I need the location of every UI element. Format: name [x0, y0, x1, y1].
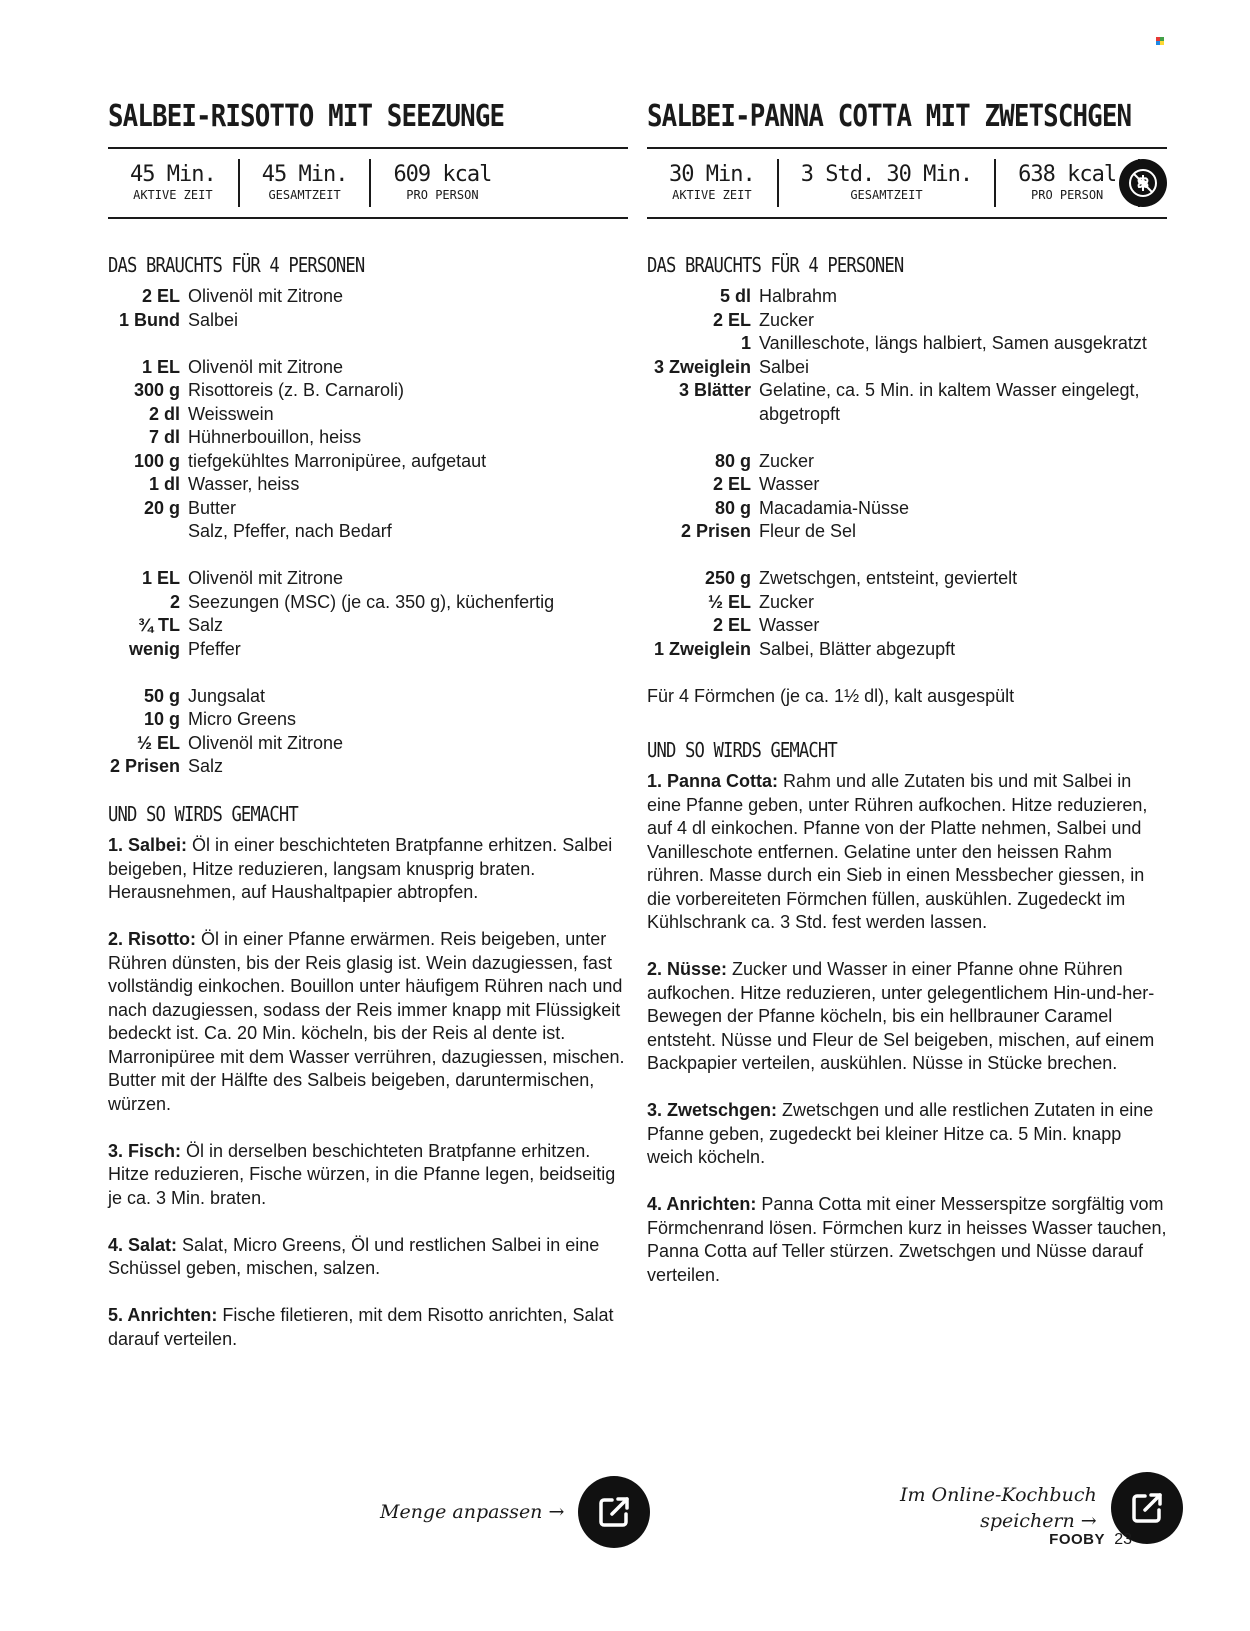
ingredient-group — [108, 567, 628, 661]
ingredient-name: Hühnerbouillon, heiss — [188, 427, 362, 447]
ingredient-name: Salbei — [759, 356, 810, 377]
method-step — [108, 928, 628, 1116]
ingredient-amount: 1 EL — [141, 356, 180, 377]
ingredient-row — [108, 591, 628, 615]
ingredient-group — [108, 356, 628, 544]
meta-active-time: 45 Min. AKTIVE ZEIT — [108, 159, 240, 207]
adjust-quantity-cta[interactable] — [380, 1476, 650, 1548]
step-text: Öl in einer Pfanne erwärmen. Reis beigeben, unter Rühren dünsten, bis der Reis glasig ist. Wein dazugiessen, fast vollständig einkochen. Bouillon unter häufigem Rühren nach und nach dazugiessen, sodass der Reis immer knapp mit Flüssigkeit bedeckt ist. Ca. 20 Min. köcheln, bis der Reis al dente ist. Marronipüree mit dem Wasser verrühren, dazugiessen, mischen. Butter mit der Hälfte des Salbeis beigeben, daruntermischen, würzen. — [108, 929, 625, 1114]
ingredient-name: Vanilleschote, längs halbiert, Samen ausgekratzt — [759, 333, 1147, 353]
ingredient-amount: 300 g — [133, 380, 180, 400]
ingredient-amount: 2 Prisen — [680, 521, 751, 541]
ingredient-group — [647, 567, 1167, 661]
ingredient-amount: 2 EL — [141, 286, 180, 306]
ingredient-name: Olivenöl mit Zitrone — [188, 286, 344, 306]
recipe-title: SALBEI-PANNA COTTA MIT ZWETSCHGEN — [647, 99, 1132, 134]
ingredient-name: Salz, Pfeffer, nach Bedarf — [188, 521, 392, 541]
ingredient-name: Jungsalat — [188, 685, 266, 706]
method-step — [108, 1304, 628, 1351]
step-label: 5. Anrichten: — [108, 1305, 218, 1325]
step-label: 2. Risotto: — [108, 929, 196, 949]
meta-total-time: 45 Min. GESAMTZEIT — [240, 159, 372, 207]
ingredient-row — [108, 309, 628, 333]
ingredient-amount: 2 — [169, 591, 180, 612]
ingredient-row — [647, 332, 1167, 356]
ingredient-row — [647, 356, 1167, 380]
step-label: 2. Nüsse: — [647, 959, 728, 979]
meta-kcal: 638 kcal PRO PERSON — [996, 159, 1140, 207]
ingredient-amount: 2 dl — [148, 403, 180, 424]
ingredient-amount: 3 Zweiglein — [653, 356, 751, 377]
ingredient-row — [108, 403, 628, 427]
ingredient-list — [108, 285, 628, 779]
ingredient-name: Fleur de Sel — [759, 521, 857, 541]
step-text: Zwetschgen und alle restlichen Zutaten in eine Pfanne geben, zugedeckt bei kleiner Hitze ca. 5 Min. knapp weich köcheln. — [647, 1100, 1154, 1167]
ingredient-row — [647, 379, 1167, 426]
ingredient-name: Salbei — [188, 309, 239, 330]
ingredient-row — [647, 591, 1167, 615]
ingredient-name: Wasser, heiss — [188, 474, 300, 494]
ingredient-name: Zwetschgen, entsteint, geviertelt — [759, 568, 1018, 588]
ingredient-name: Risottoreis (z. B. Carnaroli) — [188, 380, 405, 400]
ingredient-amount: 2 EL — [712, 309, 751, 330]
ingredient-amount: 80 g — [714, 497, 751, 518]
ingredient-row — [647, 567, 1167, 591]
step-text: Öl in einer beschichteten Bratpfanne erhitzen. Salbei beigeben, Hitze reduzieren, langsam knusprig braten. Herausnehmen, auf Haushaltpapier abtropfen. — [108, 835, 613, 902]
ingredient-row — [108, 285, 628, 309]
ingredient-row — [108, 473, 628, 497]
ingredient-amount: 2 EL — [712, 615, 751, 635]
step-label: 3. Fisch: — [108, 1140, 182, 1161]
method-steps — [108, 834, 628, 1351]
step-text: Salat, Micro Greens, Öl und restlichen Salbei in eine Schüssel geben, mischen, salzen. — [108, 1234, 600, 1278]
ingredient-name: Wasser — [759, 474, 820, 494]
ingredient-list — [647, 285, 1167, 661]
ingredient-name: tiefgekühltes Marronipüree, aufgetaut — [188, 450, 487, 471]
ingredient-row — [108, 638, 628, 662]
method-step — [108, 1234, 628, 1281]
step-text: Fische filetieren, mit dem Risotto anrichten, Salat darauf verteilen. — [108, 1305, 614, 1349]
ingredient-amount: 1 Bund — [119, 309, 180, 330]
save-cookbook-label: Im Online-Kochbuch speichern → — [900, 1484, 1097, 1532]
ingredient-amount: 1 EL — [141, 568, 180, 588]
ingredient-row — [108, 567, 628, 591]
ingredient-amount: ¾ TL — [137, 615, 180, 635]
ingredient-row — [647, 614, 1167, 638]
ingredient-name: Seezungen (MSC) (je ca. 350 g), küchenfertig — [188, 591, 555, 612]
method-step — [108, 834, 628, 905]
ingredient-group — [647, 450, 1167, 544]
ingredient-group — [108, 285, 628, 332]
meta-total-time: 3 Std. 30 Min. GESAMTZEIT — [779, 159, 996, 207]
ingredient-row — [108, 379, 628, 403]
ingredient-group — [108, 685, 628, 779]
page-number: 23 — [1114, 1531, 1132, 1548]
ingredient-amount: 7 dl — [148, 427, 180, 447]
method-heading: UND SO WIRDS GEMACHT — [108, 802, 298, 826]
ingredient-amount: 250 g — [704, 568, 751, 588]
ingredient-row — [108, 708, 628, 732]
ingredient-amount: 5 dl — [719, 286, 751, 306]
gluten-free-icon — [1119, 159, 1167, 207]
step-label: 3. Zwetschgen: — [647, 1100, 778, 1120]
step-text: Panna Cotta mit einer Messerspitze sorgfältig vom Förmchenrand lösen. Förmchen kurz in heisses Wasser tauchen, Panna Cotta auf Teller stürzen. Zwetschgen und Nüsse darauf verteilen. — [647, 1194, 1167, 1285]
step-label: 4. Anrichten: — [647, 1194, 757, 1214]
method-step — [647, 770, 1167, 935]
recipe-risotto — [108, 95, 628, 1375]
ingredient-row — [108, 755, 628, 779]
method-heading: UND SO WIRDS GEMACHT — [647, 738, 837, 762]
ingredient-amount: 2 EL — [712, 474, 751, 494]
ingredient-amount: 100 g — [133, 450, 180, 471]
method-steps — [647, 770, 1167, 1287]
ingredient-row — [647, 450, 1167, 474]
ingredient-amount: 10 g — [143, 709, 180, 729]
ingredient-name: Zucker — [759, 309, 815, 330]
brand-logo: FOOBY — [1049, 1531, 1105, 1548]
ingredient-row — [647, 520, 1167, 544]
ingredient-amount: 20 g — [143, 497, 180, 518]
ingredient-name: Halbrahm — [759, 286, 838, 306]
ingredient-amount: 1 dl — [148, 474, 180, 494]
ingredient-name: Salbei, Blätter abgezupft — [759, 638, 956, 659]
ingredient-row — [647, 497, 1167, 521]
ingredient-row — [108, 497, 628, 521]
ingredient-amount: 1 — [740, 333, 751, 353]
ingredient-row — [108, 732, 628, 756]
ingredient-row — [647, 309, 1167, 333]
ingredient-row — [647, 285, 1167, 309]
ingredient-name: Micro Greens — [188, 709, 297, 729]
ingredient-name: Zucker — [759, 591, 815, 612]
ingredient-row — [108, 685, 628, 709]
ingredient-name: Olivenöl mit Zitrone — [188, 732, 344, 753]
step-text: Öl in derselben beschichteten Bratpfanne erhitzen. Hitze reduzieren, Fische würzen, in die Pfanne legen, beidseitig je ca. 3 Min. braten. — [108, 1140, 616, 1208]
ingredient-name: Zucker — [759, 450, 815, 471]
meta-active-time: 30 Min. AKTIVE ZEIT — [647, 159, 779, 207]
ingredient-name: Olivenöl mit Zitrone — [188, 356, 344, 377]
step-label: 1. Salbei: — [108, 835, 188, 855]
ingredient-row — [108, 450, 628, 474]
ingredient-name: Olivenöl mit Zitrone — [188, 568, 344, 588]
ingredient-amount: 2 Prisen — [109, 756, 180, 776]
ingredient-amount: wenig — [128, 638, 180, 659]
ingredient-amount: 80 g — [714, 450, 751, 471]
molds-note: Für 4 Förmchen (je ca. 1½ dl), kalt ausgespült — [647, 685, 1015, 706]
ingredient-row — [108, 426, 628, 450]
step-text: Zucker und Wasser in einer Pfanne ohne Rühren aufkochen. Hitze reduzieren, unter gelegentlichem Hin-und-her-Bewegen der Pfanne köcheln, bis ein hellbrauner Caramel entsteht. Nüsse und Fleur de Sel beigeben, mischen, auf einem Backpapier verteilen, auskühlen. Nüsse in Stücke brechen. — [647, 959, 1155, 1073]
ingredient-name: Pfeffer — [188, 638, 241, 659]
adjust-quantity-label: Menge anpassen → — [380, 1501, 565, 1523]
ingredient-name: Gelatine, ca. 5 Min. in kaltem Wasser eingelegt, abgetropft — [759, 380, 1140, 424]
ingredient-row — [108, 520, 628, 544]
ingredient-name: Salz — [188, 615, 224, 635]
ingredients-heading: DAS BRAUCHTS FÜR 4 PERSONEN — [647, 253, 904, 277]
step-text: Rahm und alle Zutaten bis und mit Salbei in eine Pfanne geben, unter Rühren aufkochen. Hitze reduzieren, auf 4 dl einkochen. Pfanne von der Platte nehmen, Salbei und Vanilleschote entfernen. Gelatine unter den heissen Rahm rühren. Masse durch ein Sieb in einen Messbecher giessen, in die vorbereiteten Förmchen füllen, auskühlen. Zugedeckt im Kühlschrank ca. 3 Std. fest werden lassen. — [647, 771, 1148, 932]
color-dots-icon — [1156, 32, 1164, 40]
method-step — [647, 1099, 1167, 1170]
step-label: 4. Salat: — [108, 1234, 178, 1255]
external-link-button[interactable] — [578, 1476, 650, 1548]
recipe-meta — [647, 147, 1167, 219]
ingredients-heading: DAS BRAUCHTS FÜR 4 PERSONEN — [108, 253, 365, 277]
ingredient-row — [647, 473, 1167, 497]
save-cookbook-cta[interactable] — [900, 1472, 1183, 1544]
ingredient-row — [647, 638, 1167, 662]
method-step — [108, 1140, 628, 1211]
ingredient-amount: 50 g — [143, 685, 180, 706]
ingredient-group — [647, 285, 1167, 426]
step-label: 1. Panna Cotta: — [647, 771, 779, 791]
ingredient-row — [108, 356, 628, 380]
ingredient-amount — [108, 520, 188, 544]
recipe-title: SALBEI-RISOTTO MIT SEEZUNGE — [108, 99, 505, 134]
ingredient-amount: 3 Blätter — [678, 380, 751, 400]
ingredient-row — [108, 614, 628, 638]
method-step — [647, 1193, 1167, 1287]
recipe-panna-cotta — [647, 95, 1167, 1311]
ingredient-name: Macadamia-Nüsse — [759, 497, 910, 518]
recipe-meta — [108, 147, 628, 219]
ingredient-name: Butter — [188, 497, 237, 518]
ingredient-name: Salz — [188, 756, 224, 776]
meta-kcal: 609 kcal PRO PERSON — [393, 162, 492, 202]
ingredient-amount: ½ EL — [136, 732, 180, 753]
ingredient-name: Wasser — [759, 615, 820, 635]
ingredient-name: Weisswein — [188, 403, 274, 424]
ingredient-amount: ½ EL — [707, 591, 751, 612]
method-step — [647, 958, 1167, 1076]
ingredient-amount: 1 Zweiglein — [653, 638, 751, 659]
